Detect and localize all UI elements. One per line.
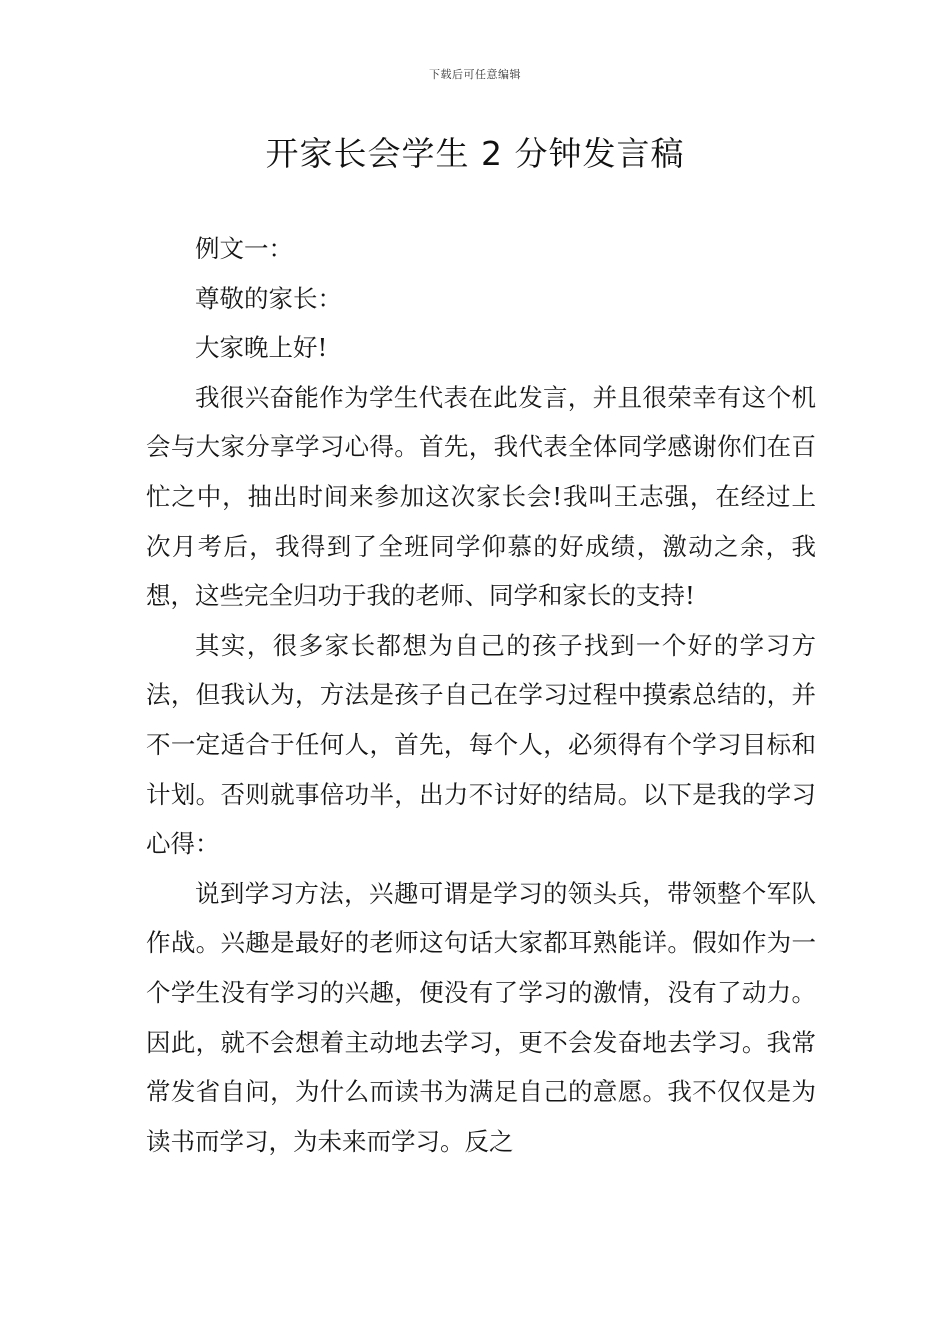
paragraph: 说到学习方法，兴趣可谓是学习的领头兵，带领整个军队作战。兴趣是最好的老师这句话大家都耳熟能详。假如作为一个学生没有学习的兴趣，便没有了学习的激情，没有了动力。因此，就不会想着主动地去学习，更不会发奋地去学习。我常常发省自问，为什么而读书为满足自己的意愿。我不仅仅是为读书而学习，为未来而学习。反之 (146, 878, 816, 1156)
paragraph: 我很兴奋能作为学生代表在此发言，并且很荣幸有这个机会与大家分享学习心得。首先，我代表全体同学感谢你们在百忙之中，抽出时间来参加这次家长会!我叫王志强，在经过上次月考后，我得到了全班同学仰慕的好成绩，激动之余，我想，这些完全归功于我的老师、同学和家长的支持! (146, 382, 816, 611)
paragraph: 其实，很多家长都想为自己的孩子找到一个好的学习方法，但我认为，方法是孩子自己在学习过程中摸索总结的，并不一定适合于任何人，首先，每个人，必须得有个学习目标和计划。否则就事倍功半，出力不讨好的结局。以下是我的学习心得： (146, 630, 816, 859)
page-title: 开家长会学生 2 分钟发言稿 (265, 134, 685, 173)
document-body (146, 224, 816, 1166)
paragraph: 大家晚上好! (195, 333, 328, 363)
paragraph: 例文一： (195, 234, 293, 263)
paragraph: 尊敬的家长： (195, 283, 342, 313)
header-note: 下载后可任意编辑 (429, 68, 521, 81)
